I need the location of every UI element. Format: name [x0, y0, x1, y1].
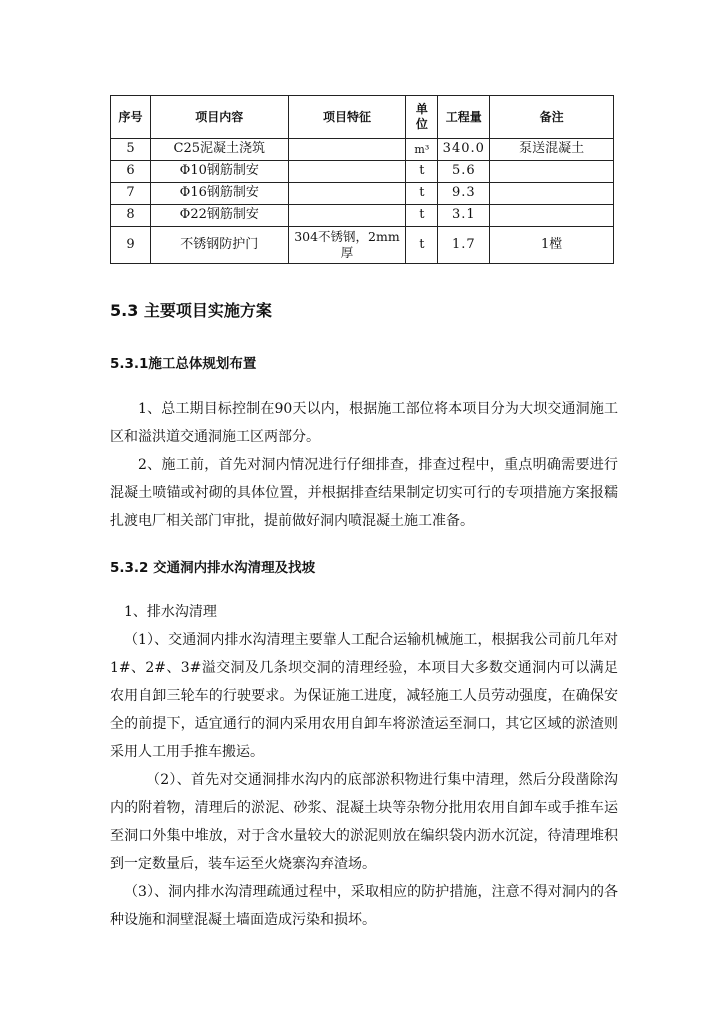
- cell-note: [490, 161, 614, 183]
- cell-feature: 304不锈钢，2mm 厚: [288, 227, 406, 264]
- cell-no: 5: [111, 139, 151, 161]
- cell-feature: [288, 139, 406, 161]
- header-note: 备注: [490, 96, 614, 139]
- cell-feature: [288, 161, 406, 183]
- cell-qty: 3.1: [438, 205, 490, 227]
- paragraph: （2）、首先对交通洞排水沟内的底部淤积物进行集中清理，然后分段凿除沟内的附着物，清理后的淤泥、砂浆、混凝土块等杂物分批用农用自卸车或手推车运至洞口外集中堆放，对于含水量较大的淤泥则放在编织袋内沥水沉淀，待清理堆积到一定数量后，装车运至火烧寨沟弃渣场。: [110, 772, 618, 872]
- cell-note: 1樘: [490, 227, 614, 264]
- paragraph: 2、施工前，首先对洞内情况进行仔细排查，排查过程中，重点明确需要进行混凝土喷锚或衬砌的具体位置，并根据排查结果制定切实可行的专项措施方案报糯扎渡电厂相关部门审批，提前做好洞内喷混凝土施工准备。: [110, 457, 618, 529]
- subsection-5-3-2-body: [110, 598, 618, 934]
- cell-qty: 1.7: [438, 227, 490, 264]
- table-row: [111, 183, 614, 205]
- table-row: [111, 205, 614, 227]
- table-header-row: [111, 96, 614, 139]
- table-row: [111, 227, 614, 264]
- bill-of-quantities-table: [110, 95, 614, 264]
- table-row: [111, 139, 614, 161]
- subsection-heading-5-3-1: 5.3.1施工总体规划布置: [110, 356, 257, 372]
- cell-unit: t: [406, 205, 438, 227]
- cell-item: Φ22钢筋制安: [150, 205, 288, 227]
- subsection-heading-5-3-2: 5.3.2 交通洞内排水沟清理及找坡: [110, 560, 316, 576]
- cell-unit: m³: [406, 139, 438, 161]
- cell-unit: t: [406, 161, 438, 183]
- header-item: 项目内容: [150, 96, 288, 139]
- cell-no: 8: [111, 205, 151, 227]
- cell-no: 7: [111, 183, 151, 205]
- cell-item: C25泥凝土浇筑: [150, 139, 288, 161]
- header-no: 序号: [111, 96, 151, 139]
- cell-qty: 340.0: [438, 139, 490, 161]
- cell-qty: 9.3: [438, 183, 490, 205]
- cell-item: 不锈钢防护门: [150, 227, 288, 264]
- section-heading: 5.3 主要项目实施方案: [110, 301, 272, 320]
- header-feature: 项目特征: [288, 96, 406, 139]
- subsection-5-3-1-body: [110, 395, 618, 535]
- paragraph: （3）、洞内排水沟清理疏通过程中，采取相应的防护措施，注意不得对洞内的各种设施和洞壁混凝土墙面造成污染和损坏。: [110, 884, 618, 928]
- cell-feature: [288, 205, 406, 227]
- cell-unit: t: [406, 183, 438, 205]
- cell-note: 泵送混凝土: [490, 139, 614, 161]
- cell-no: 6: [111, 161, 151, 183]
- cell-feature: [288, 183, 406, 205]
- header-qty: 工程量: [438, 96, 490, 139]
- cell-note: [490, 183, 614, 205]
- list-item-heading: 1、排水沟清理: [124, 604, 217, 620]
- cell-unit: t: [406, 227, 438, 264]
- header-unit: 单 位: [406, 96, 438, 139]
- paragraph: 1、总工期目标控制在90天以内，根据施工部位将本项目分为大坝交通洞施工区和溢洪道交通洞施工区两部分。: [110, 401, 618, 445]
- cell-note: [490, 205, 614, 227]
- cell-item: Φ10钢筋制安: [150, 161, 288, 183]
- table-row: [111, 161, 614, 183]
- cell-qty: 5.6: [438, 161, 490, 183]
- cell-no: 9: [111, 227, 151, 264]
- paragraph: （1）、交通洞内排水沟清理主要靠人工配合运输机械施工，根据我公司前几年对1#、2#、3#溢交洞及几条坝交洞的清理经验，本项目大多数交通洞内可以满足农用自卸三轮车的行驶要求。为保证施工进度，减轻施工人员劳动强度，在确保安全的前提下，适宜通行的洞内采用农用自卸车将淤渣运至洞口，其它区域的淤渣则采用人工用手推车搬运。: [110, 632, 618, 760]
- cell-item: Φ16钢筋制安: [150, 183, 288, 205]
